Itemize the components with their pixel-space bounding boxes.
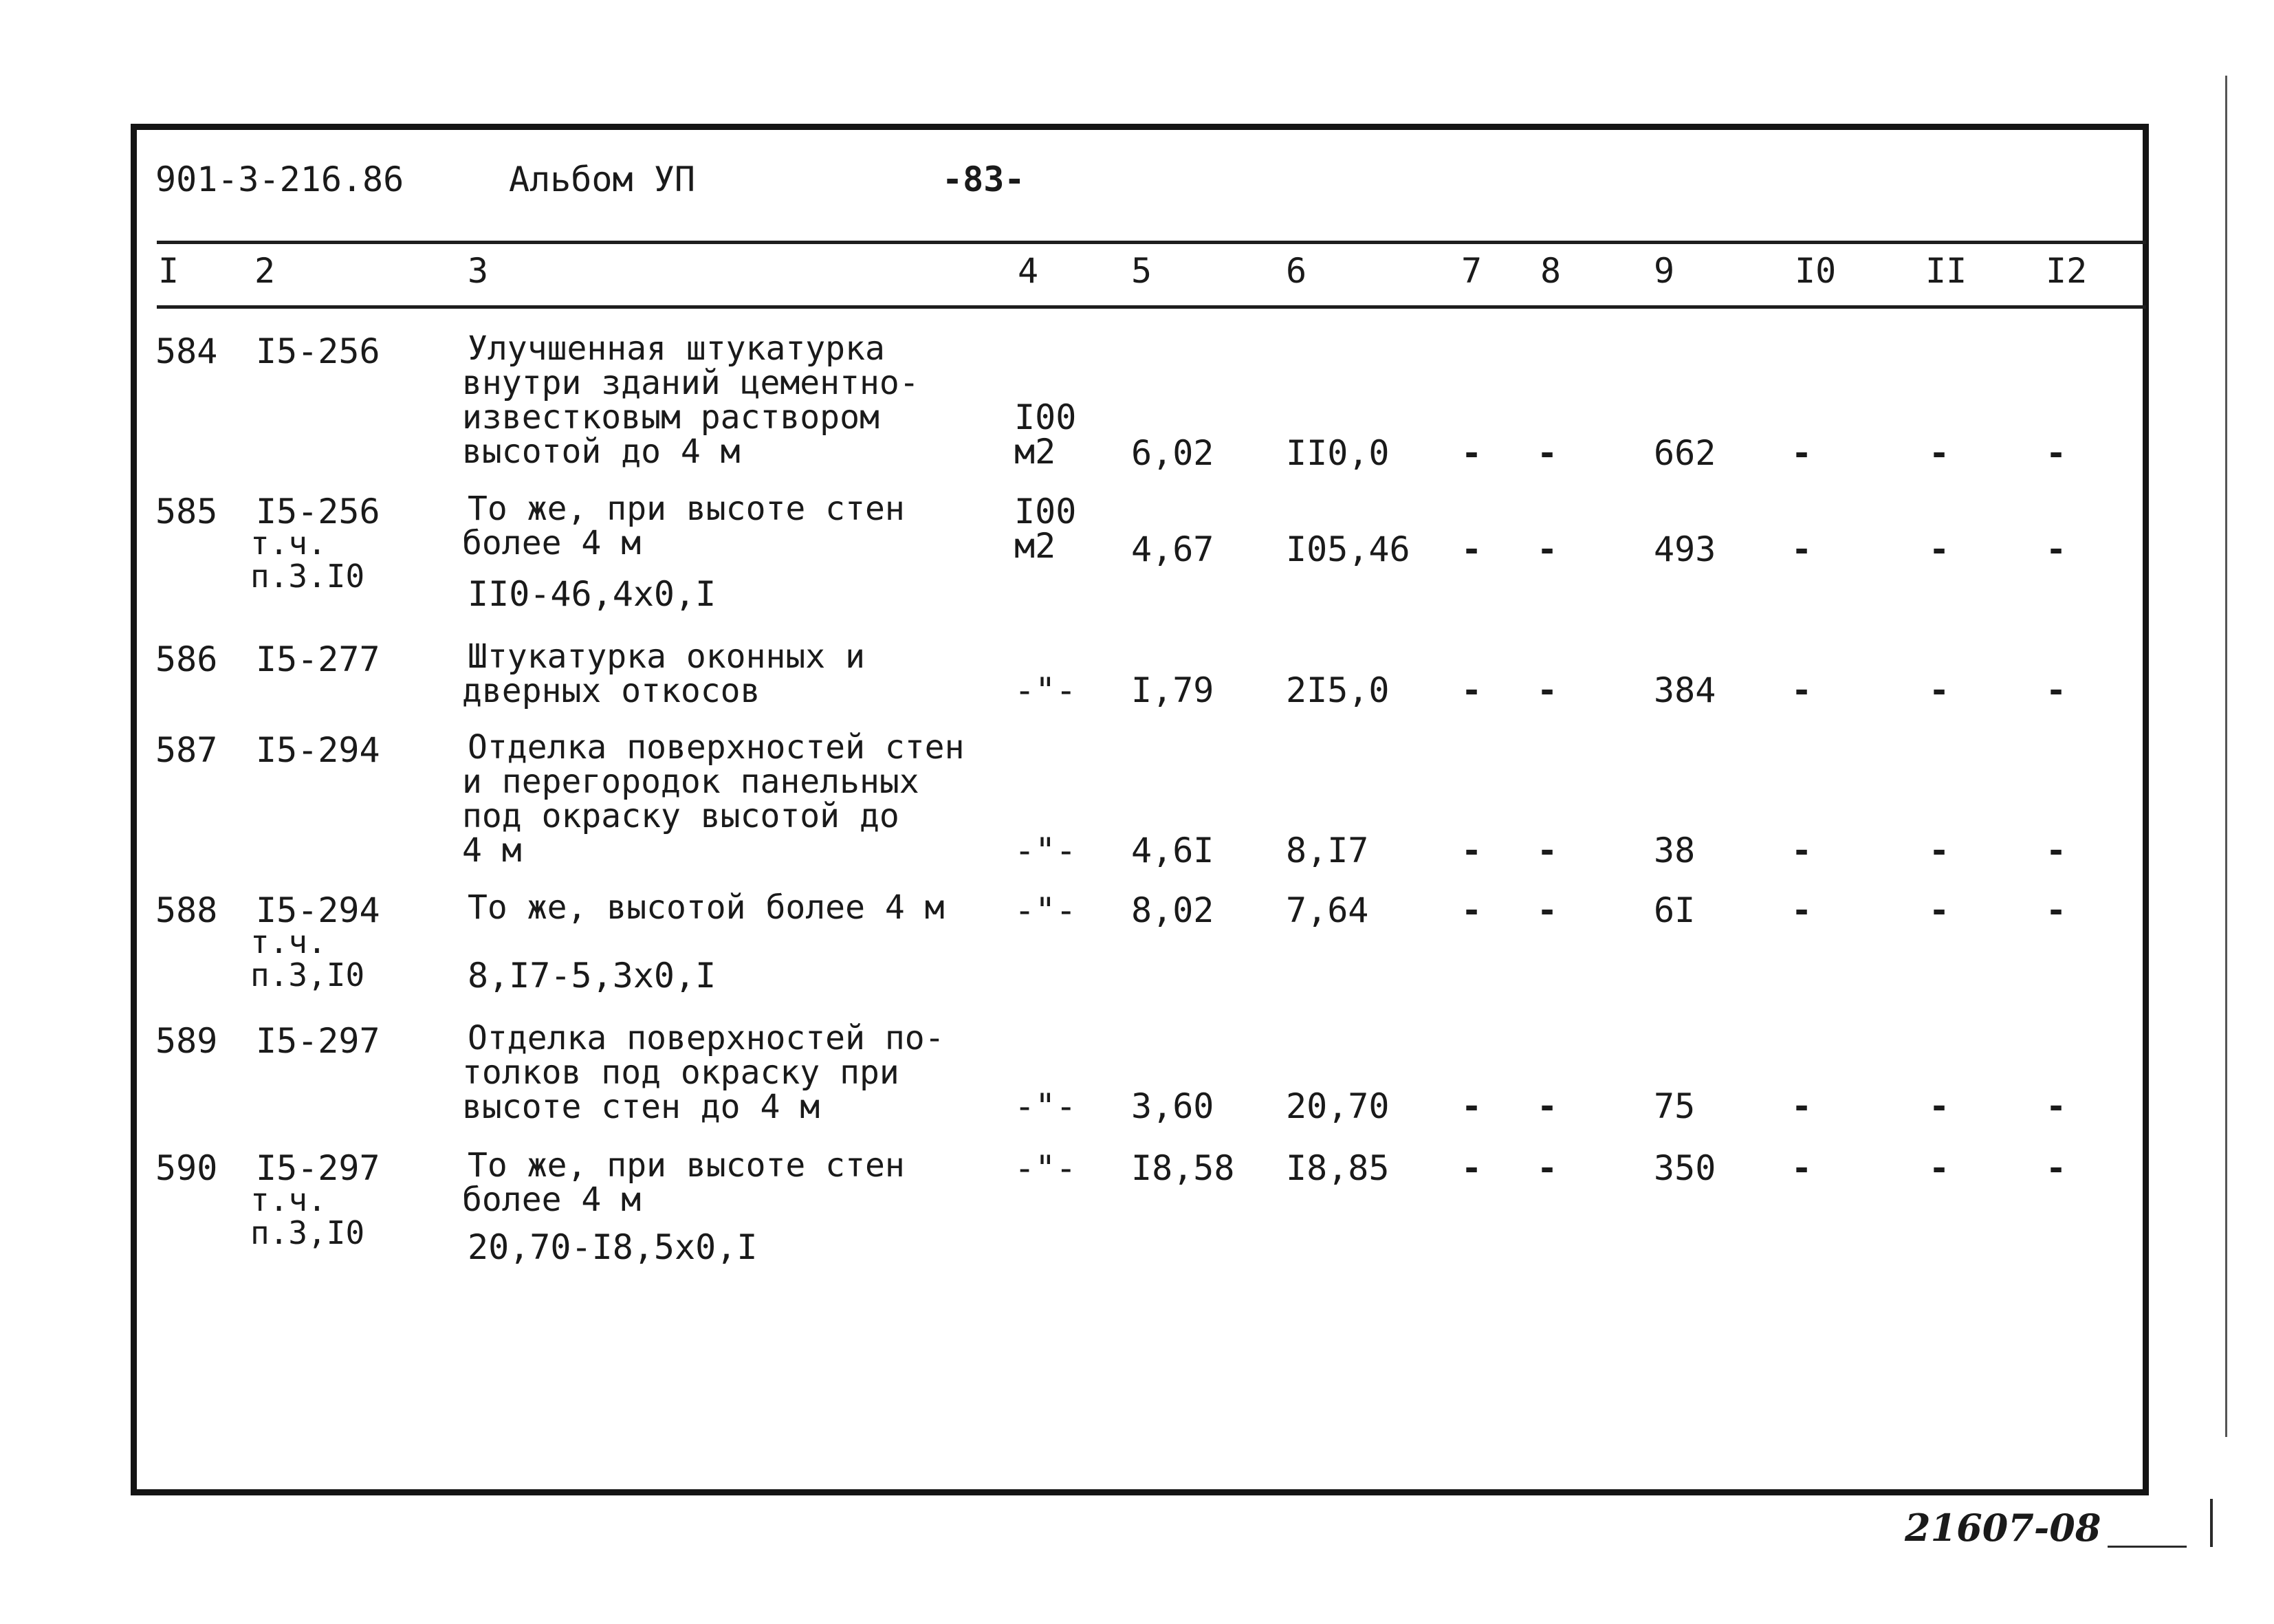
- page-frame: [131, 124, 2149, 1495]
- row-unit: -"-: [1014, 890, 1077, 930]
- row-description: Отделка поверхностей стен: [468, 728, 965, 767]
- page-edge-line: [2225, 76, 2227, 1437]
- row-col-10: -: [1791, 831, 1813, 870]
- row-col-12: -: [2046, 670, 2067, 710]
- row-description: Улучшенная штукатурка: [468, 329, 885, 368]
- row-code: I5-294: [256, 890, 380, 930]
- archive-number: 21607-08: [1905, 1506, 2101, 1550]
- row-col-6: I05,46: [1286, 529, 1410, 569]
- row-description: внутри зданий цементно-: [462, 364, 919, 402]
- row-description: высоте стен до 4 м: [462, 1088, 820, 1126]
- row-description: известковым раствором: [462, 398, 879, 437]
- row-code: I5-297: [256, 1148, 380, 1188]
- row-number: 584: [155, 331, 218, 371]
- row-description: высотой до 4 м: [462, 432, 741, 471]
- col-header-5: 5: [1131, 251, 1152, 291]
- row-col-9: 384: [1654, 670, 1716, 710]
- row-col-11: -: [1929, 831, 1950, 870]
- row-col-7: -: [1461, 529, 1483, 569]
- row-col-10: -: [1791, 529, 1813, 569]
- row-col-5: 6,02: [1131, 433, 1214, 473]
- row-col-10: -: [1791, 890, 1813, 930]
- row-col-6: II0,0: [1286, 433, 1390, 473]
- col-header-6: 6: [1286, 251, 1307, 291]
- row-number: 590: [155, 1148, 218, 1188]
- row-col-8: -: [1537, 529, 1558, 569]
- row-code: I5-256: [256, 331, 380, 371]
- row-col-8: -: [1537, 890, 1558, 930]
- table-header-rule: [157, 305, 2146, 309]
- row-description: Штукатурка оконных и: [468, 637, 865, 676]
- footer-dash: [2108, 1546, 2187, 1548]
- row-code: п.3.I0: [250, 558, 365, 595]
- row-col-7: -: [1461, 1148, 1483, 1188]
- row-col-10: -: [1791, 1148, 1813, 1188]
- col-header-8: 8: [1540, 251, 1562, 291]
- col-header-1: I: [158, 251, 179, 291]
- row-col-5: 4,6I: [1131, 831, 1214, 870]
- row-col-12: -: [2046, 1086, 2067, 1126]
- row-unit: -"-: [1014, 670, 1077, 710]
- row-col-10: -: [1791, 670, 1813, 710]
- row-description: более 4 м: [462, 1181, 642, 1219]
- row-col-7: -: [1461, 433, 1483, 473]
- row-unit: -"-: [1014, 1148, 1077, 1188]
- row-unit: I00: [1014, 492, 1077, 531]
- row-number: 586: [155, 639, 218, 679]
- row-col-11: -: [1929, 670, 1950, 710]
- row-code: т.ч.: [250, 525, 327, 562]
- row-col-9: 350: [1654, 1148, 1716, 1188]
- row-col-8: -: [1537, 433, 1558, 473]
- row-col-7: -: [1461, 670, 1483, 710]
- col-header-12: I2: [2046, 251, 2088, 291]
- doc-code: 901-3-216.86: [155, 160, 404, 199]
- row-description: дверных откосов: [462, 672, 761, 710]
- row-col-11: -: [1929, 890, 1950, 930]
- row-number: 585: [155, 492, 218, 531]
- row-number: 588: [155, 890, 218, 930]
- table-top-rule: [157, 241, 2146, 244]
- row-code: I5-277: [256, 639, 380, 679]
- row-col-8: -: [1537, 1086, 1558, 1126]
- row-unit: -"-: [1014, 1086, 1077, 1126]
- row-col-7: -: [1461, 890, 1483, 930]
- row-col-9: 75: [1654, 1086, 1696, 1126]
- col-header-11: II: [1925, 251, 1967, 291]
- right-edge-mark: [2210, 1499, 2213, 1547]
- row-description: более 4 м: [462, 524, 642, 562]
- row-col-5: 4,67: [1131, 529, 1214, 569]
- row-description: и перегородок панельных: [462, 762, 919, 801]
- row-description: толков под окраску при: [462, 1053, 899, 1092]
- row-unit: -"-: [1014, 831, 1077, 870]
- row-calc-note: 20,70-I8,5x0,I: [468, 1227, 758, 1267]
- row-unit: I00: [1014, 397, 1077, 437]
- row-unit: м2: [1014, 526, 1056, 566]
- row-description: Отделка поверхностей по-: [468, 1019, 945, 1057]
- row-number: 587: [155, 730, 218, 770]
- col-header-7: 7: [1461, 251, 1483, 291]
- row-code: I5-256: [256, 492, 380, 531]
- row-col-11: -: [1929, 1148, 1950, 1188]
- col-header-4: 4: [1018, 251, 1039, 291]
- row-col-7: -: [1461, 831, 1483, 870]
- row-unit: м2: [1014, 432, 1056, 472]
- row-col-8: -: [1537, 670, 1558, 710]
- row-description: То же, высотой более 4 м: [468, 888, 945, 927]
- row-col-12: -: [2046, 831, 2067, 870]
- row-col-12: -: [2046, 529, 2067, 569]
- row-col-5: I8,58: [1131, 1148, 1235, 1188]
- row-description: под окраску высотой до: [462, 797, 899, 835]
- row-col-8: -: [1537, 831, 1558, 870]
- row-col-7: -: [1461, 1086, 1483, 1126]
- row-description: То же, при высоте стен: [468, 1146, 905, 1185]
- row-col-11: -: [1929, 529, 1950, 569]
- row-description: То же, при высоте стен: [468, 490, 905, 528]
- row-code: I5-297: [256, 1021, 380, 1061]
- row-col-6: 8,I7: [1286, 831, 1369, 870]
- row-col-5: 8,02: [1131, 890, 1214, 930]
- row-col-9: 493: [1654, 529, 1716, 569]
- col-header-3: 3: [468, 251, 489, 291]
- row-calc-note: 8,I7-5,3x0,I: [468, 956, 717, 996]
- col-header-10: I0: [1795, 251, 1837, 291]
- row-col-9: 6I: [1654, 890, 1696, 930]
- row-number: 589: [155, 1021, 218, 1061]
- row-col-9: 662: [1654, 433, 1716, 473]
- row-code: п.3,I0: [250, 1214, 365, 1251]
- album-title: Альбом УП: [509, 160, 695, 199]
- row-description: 4 м: [462, 831, 522, 870]
- row-col-11: -: [1929, 1086, 1950, 1126]
- col-header-2: 2: [254, 251, 276, 291]
- row-col-6: 7,64: [1286, 890, 1369, 930]
- col-header-9: 9: [1654, 251, 1675, 291]
- row-col-6: I8,85: [1286, 1148, 1390, 1188]
- row-col-11: -: [1929, 433, 1950, 473]
- row-col-12: -: [2046, 433, 2067, 473]
- row-code: т.ч.: [250, 923, 327, 961]
- row-col-5: I,79: [1131, 670, 1214, 710]
- row-col-10: -: [1791, 1086, 1813, 1126]
- row-code: т.ч.: [250, 1181, 327, 1218]
- row-calc-note: II0-46,4x0,I: [468, 574, 717, 614]
- row-col-12: -: [2046, 1148, 2067, 1188]
- row-col-8: -: [1537, 1148, 1558, 1188]
- row-col-5: 3,60: [1131, 1086, 1214, 1126]
- row-code: I5-294: [256, 730, 380, 770]
- row-col-12: -: [2046, 890, 2067, 930]
- row-col-9: 38: [1654, 831, 1696, 870]
- row-col-10: -: [1791, 433, 1813, 473]
- row-col-6: 2I5,0: [1286, 670, 1390, 710]
- page-number: -83-: [942, 160, 1025, 199]
- row-code: п.3,I0: [250, 956, 365, 994]
- row-col-6: 20,70: [1286, 1086, 1390, 1126]
